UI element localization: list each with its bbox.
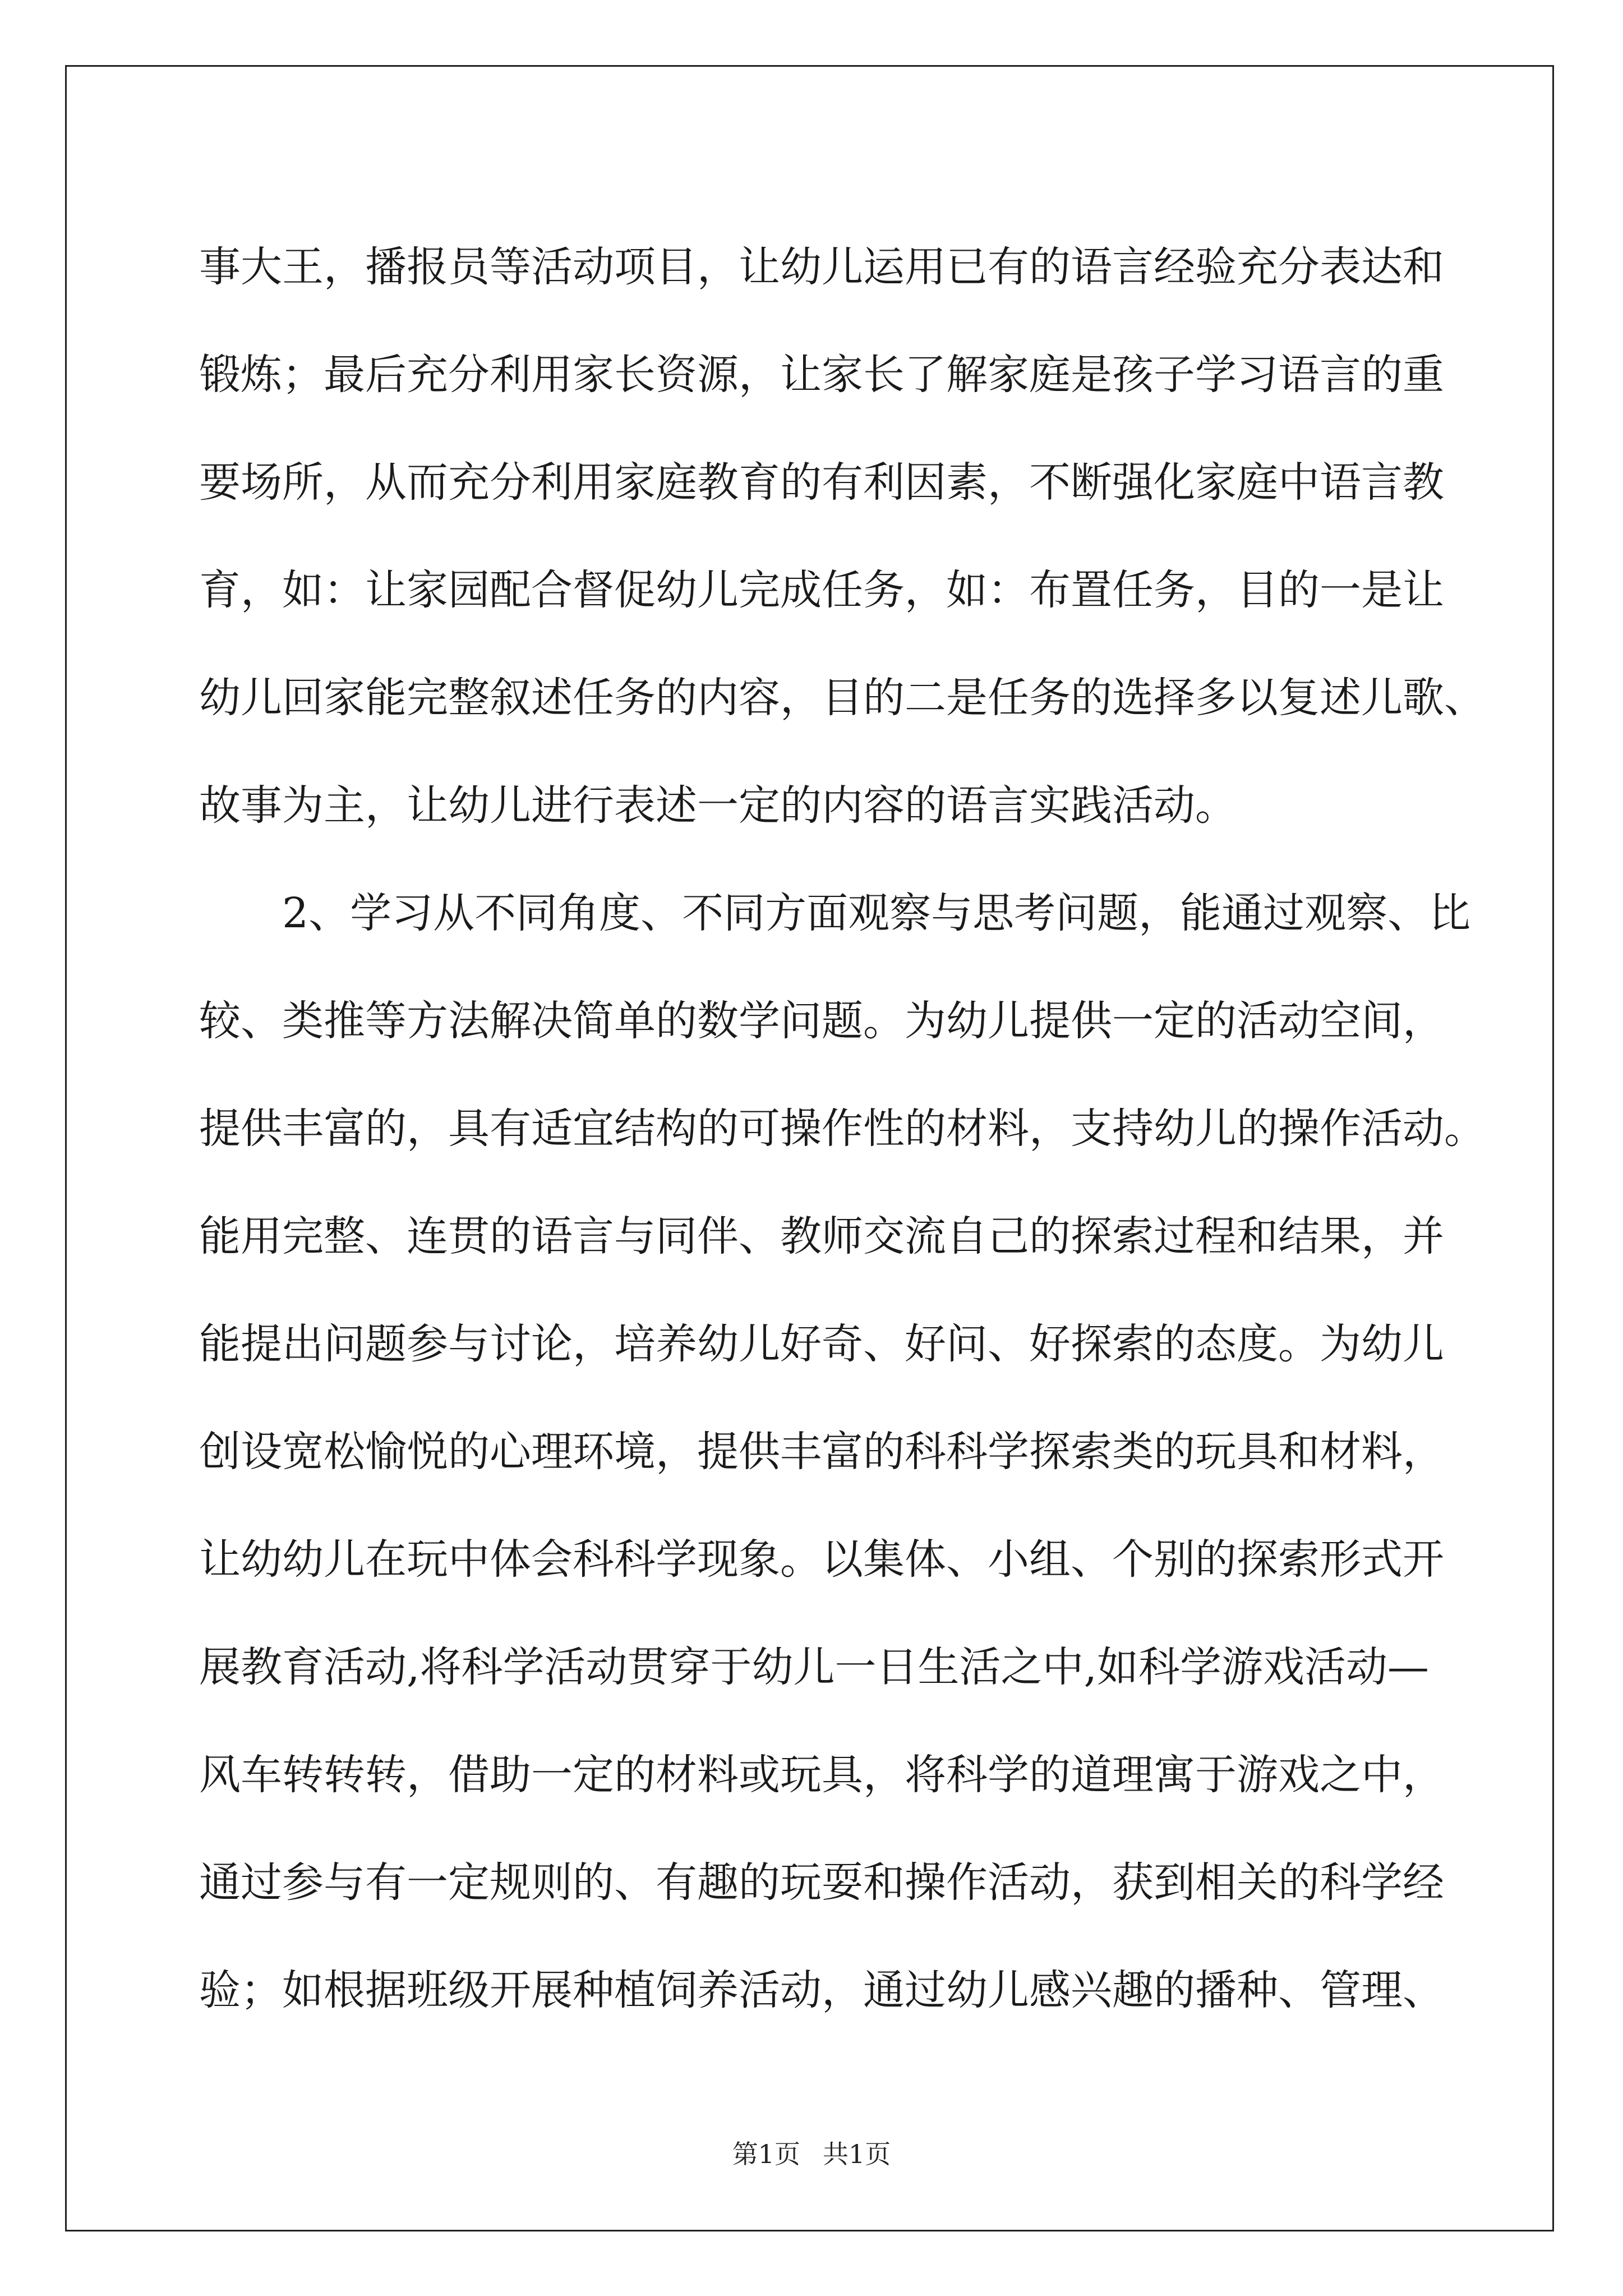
page-footer	[0, 2137, 1623, 2171]
text-line: 锻炼；最后充分利用家长资源，让家长了解家庭是孩子学习语言的重	[199, 351, 1444, 399]
page-total: 共1页	[823, 2139, 891, 2169]
text-line: 风车转转转，借助一定的材料或玩具，将科学的道理寓于游戏之中，	[199, 1751, 1444, 1799]
text-line: 验；如根据班级开展种植饲养活动，通过幼儿感兴趣的播种、管理、	[199, 1966, 1444, 2014]
text-line: 事大王，播报员等活动项目，让幼儿运用已有的语言经验充分表达和	[199, 243, 1444, 291]
text-line: 较、类推等方法解决简单的数学问题。为幼儿提供一定的活动空间，	[199, 997, 1444, 1045]
text-line: 通过参与有一定规则的、有趣的玩耍和操作活动，获到相关的科学经	[199, 1858, 1444, 1907]
text-line: 创设宽松愉悦的心理环境，提供丰富的科科学探索类的玩具和材料，	[199, 1428, 1444, 1476]
text-line: 提供丰富的，具有适宜结构的可操作性的材料，支持幼儿的操作活动。	[199, 1105, 1486, 1153]
page-number: 第1页	[732, 2139, 800, 2169]
text-line: 幼儿回家能完整叙述任务的内容，目的二是任务的选择多以复述儿歌、	[199, 674, 1486, 722]
text-line: 故事为主，让幼儿进行表述一定的内容的语言实践活动。	[199, 781, 1237, 830]
text-line: 能用完整、连贯的语言与同伴、教师交流自己的探索过程和结果，并	[199, 1212, 1444, 1260]
text-line: 让幼幼儿在玩中体会科科学现象。以集体、小组、个别的探索形式开	[199, 1535, 1444, 1584]
document-body	[199, 213, 1486, 2044]
text-line: 2、学习从不同角度、不同方面观察与思考问题，能通过观察、比	[199, 889, 1471, 937]
text-line: 育，如：让家园配合督促幼儿完成任务，如：布置任务，目的一是让	[199, 566, 1444, 614]
text-line: 能提出问题参与讨论，培养幼儿好奇、好问、好探索的态度。为幼儿	[199, 1320, 1444, 1368]
text-line: 展教育活动,将科学活动贯穿于幼儿一日生活之中,如科学游戏活动—	[199, 1643, 1430, 1691]
text-line: 要场所，从而充分利用家庭教育的有利因素，不断强化家庭中语言教	[199, 458, 1444, 507]
